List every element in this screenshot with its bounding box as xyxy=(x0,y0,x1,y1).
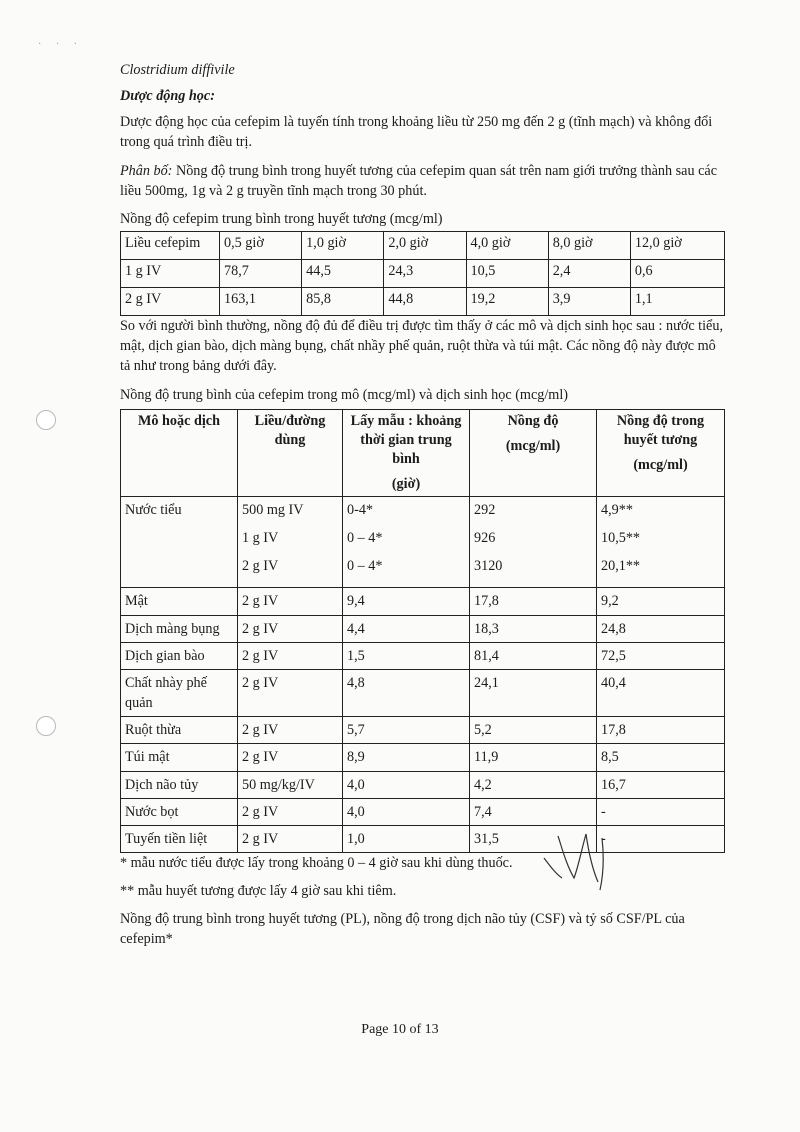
table-header-cell: 0,5 giờ xyxy=(220,232,302,260)
table-cell: 72,5 xyxy=(597,642,725,669)
csf-paragraph: Nồng độ trung bình trong huyết tương (PL), nồng độ trong dịch não tủy (CSF) và tỷ số CSF/PL của cefepim* xyxy=(120,911,685,948)
cell-line: 926 xyxy=(474,530,496,547)
footnote-plasma: ** mẫu huyết tương được lấy 4 giờ sau khi tiêm. xyxy=(120,883,397,900)
table-row xyxy=(121,260,725,288)
table-header-cell xyxy=(343,409,470,497)
table-cell xyxy=(343,497,470,588)
table-cell: 1,5 xyxy=(343,642,470,669)
table-cell: 16,7 xyxy=(597,771,725,798)
table-row xyxy=(121,615,725,642)
table-cell: 8,5 xyxy=(597,744,725,771)
table-cell: 2,4 xyxy=(548,260,630,288)
handwritten-signature xyxy=(540,828,620,898)
cell-line: 0 – 4* xyxy=(347,530,383,547)
table-cell: 2 g IV xyxy=(238,642,343,669)
plasma-concentration-table xyxy=(120,231,725,316)
table-header-row xyxy=(121,232,725,260)
table-cell: 1,1 xyxy=(630,288,724,316)
header-unit: (mcg/ml) xyxy=(505,437,561,454)
cell-line: 10,5** xyxy=(601,530,641,547)
table-cell: 81,4 xyxy=(470,642,597,669)
table-cell: 2 g IV xyxy=(238,744,343,771)
table-cell: 163,1 xyxy=(220,288,302,316)
tissue-concentration-table xyxy=(120,409,725,853)
punch-hole-top xyxy=(36,410,56,430)
table-cell: 78,7 xyxy=(220,260,302,288)
table-cell: 17,8 xyxy=(597,717,725,744)
table-cell: Mật xyxy=(121,588,238,615)
table-cell: 2 g IV xyxy=(238,588,343,615)
table-header-cell: 4,0 giờ xyxy=(466,232,548,260)
table-header-cell: Liều/đường dùng xyxy=(238,409,343,497)
punch-hole-bottom xyxy=(36,716,56,736)
header-text: Nồng độ trong huyết tương xyxy=(616,412,705,448)
distribution-text: Nồng độ trung bình trong huyết tương của cefepim quan sát trên nam giới trưởng thành sau các liều 500mg, 1g và 2 g truyền tĩnh mạch trong 30 phút. xyxy=(120,162,717,199)
scan-specks: · · · xyxy=(38,39,83,50)
table-cell: - xyxy=(597,798,725,825)
table-cell: 1,0 xyxy=(343,825,470,852)
cell-line: 4,9** xyxy=(601,502,633,519)
table-cell: Dịch màng bụng xyxy=(121,615,238,642)
header-text: Nồng độ xyxy=(507,412,559,429)
table-header-cell: 2,0 giờ xyxy=(384,232,466,260)
table-header-cell: 1,0 giờ xyxy=(302,232,384,260)
table-row xyxy=(121,798,725,825)
table-cell: Túi mật xyxy=(121,744,238,771)
table-header-cell: 8,0 giờ xyxy=(548,232,630,260)
table-cell: 2 g IV xyxy=(238,717,343,744)
table-row xyxy=(121,588,725,615)
table-cell: 2 g IV xyxy=(121,288,220,316)
table-header-cell: Liều cefepim xyxy=(121,232,220,260)
table-cell: 24,3 xyxy=(384,260,466,288)
table-row xyxy=(121,642,725,669)
table-row xyxy=(121,288,725,316)
table-row xyxy=(121,497,725,588)
header-unit: (mcg/ml) xyxy=(633,457,688,474)
table-cell: 2 g IV xyxy=(238,798,343,825)
page-number: Page 10 of 13 xyxy=(361,1022,439,1037)
pk-heading: Dược động học: xyxy=(120,88,215,105)
cell-line: 1 g IV xyxy=(242,530,279,547)
table-cell: 10,5 xyxy=(466,260,548,288)
table1-caption: Nồng độ cefepim trung bình trong huyết tương (mcg/ml) xyxy=(120,210,443,227)
table-cell: 2 g IV xyxy=(238,825,343,852)
table-cell: Nước tiểu xyxy=(121,497,238,588)
table-cell: 4,2 xyxy=(470,771,597,798)
table-row xyxy=(121,717,725,744)
table-cell: 24,8 xyxy=(597,615,725,642)
header-unit: (giờ) xyxy=(391,476,421,493)
table-cell: 50 mg/kg/IV xyxy=(238,771,343,798)
table-cell: 44,5 xyxy=(302,260,384,288)
table-cell: Dịch não tủy xyxy=(121,771,238,798)
header-text: Lấy mẫu : khoảng thời gian trung bình xyxy=(350,412,462,468)
cell-line: 2 g IV xyxy=(242,558,279,575)
table-cell: 9,2 xyxy=(597,588,725,615)
table-cell: Tuyến tiền liệt xyxy=(121,825,238,852)
table-row xyxy=(121,669,725,716)
table-cell: 8,9 xyxy=(343,744,470,771)
table-cell: 0,6 xyxy=(630,260,724,288)
table-cell: - xyxy=(597,825,725,852)
table-cell: 17,8 xyxy=(470,588,597,615)
tissue-paragraph: So với người bình thường, nồng độ đủ để điều trị được tìm thấy ở các mô và dịch sinh học sau : nước tiểu, mật, dịch gian bào, dịch màng bụng, chất nhầy phế quản, ruột thừa và túi mật. Các nồng độ này được mô tả như trong bảng dưới đây. xyxy=(120,318,723,375)
table-cell xyxy=(597,497,725,588)
table-cell: Chất nhày phế quản xyxy=(121,669,238,716)
cell-line: 0 – 4* xyxy=(347,558,383,575)
table-cell: Ruột thừa xyxy=(121,717,238,744)
table-row xyxy=(121,771,725,798)
cell-line: 292 xyxy=(474,502,496,519)
cell-line: 20,1** xyxy=(601,558,641,575)
table-cell: Dịch gian bào xyxy=(121,642,238,669)
table-cell: 3,9 xyxy=(548,288,630,316)
table-cell: 4,0 xyxy=(343,798,470,825)
table-row xyxy=(121,825,725,852)
table-cell: 5,2 xyxy=(470,717,597,744)
table-row xyxy=(121,744,725,771)
table-header-row xyxy=(121,409,725,497)
table-cell: 4,4 xyxy=(343,615,470,642)
table-cell xyxy=(238,497,343,588)
table-cell xyxy=(470,497,597,588)
cell-line: 500 mg IV xyxy=(242,502,304,519)
table-cell: Nước bọt xyxy=(121,798,238,825)
cell-line: 0-4* xyxy=(347,502,374,519)
organism-name: Clostridium diffivile xyxy=(120,62,235,78)
table-cell: 18,3 xyxy=(470,615,597,642)
table-cell: 4,0 xyxy=(343,771,470,798)
pk-paragraph: Dược động học của cefepim là tuyến tính trong khoảng liều từ 250 mg đến 2 g (tĩnh mạch) và không đổi trong quá trình điều trị. xyxy=(120,114,713,151)
table-cell: 31,5 xyxy=(470,825,597,852)
table-cell: 4,8 xyxy=(343,669,470,716)
table-cell: 85,8 xyxy=(302,288,384,316)
table-cell: 9,4 xyxy=(343,588,470,615)
table-header-cell: Mô hoặc dịch xyxy=(121,409,238,497)
cell-line: 3120 xyxy=(474,558,503,575)
footnote-urine: * mẫu nước tiểu được lấy trong khoảng 0 – 4 giờ sau khi dùng thuốc. xyxy=(120,854,513,871)
table-cell: 1 g IV xyxy=(121,260,220,288)
table-header-cell: 12,0 giờ xyxy=(630,232,724,260)
table2-caption: Nồng độ trung bình của cefepim trong mô (mcg/ml) và dịch sinh học (mcg/ml) xyxy=(120,386,568,403)
table-cell: 40,4 xyxy=(597,669,725,716)
table-cell: 5,7 xyxy=(343,717,470,744)
distribution-label: Phân bố: xyxy=(120,162,173,179)
table-cell: 44,8 xyxy=(384,288,466,316)
table-cell: 7,4 xyxy=(470,798,597,825)
distribution-paragraph xyxy=(120,161,725,201)
table-cell: 2 g IV xyxy=(238,669,343,716)
page-content xyxy=(120,60,725,950)
table-cell: 11,9 xyxy=(470,744,597,771)
table-cell: 24,1 xyxy=(470,669,597,716)
table-cell: 2 g IV xyxy=(238,615,343,642)
table-cell: 19,2 xyxy=(466,288,548,316)
table-header-cell xyxy=(597,409,725,497)
table-header-cell xyxy=(470,409,597,497)
